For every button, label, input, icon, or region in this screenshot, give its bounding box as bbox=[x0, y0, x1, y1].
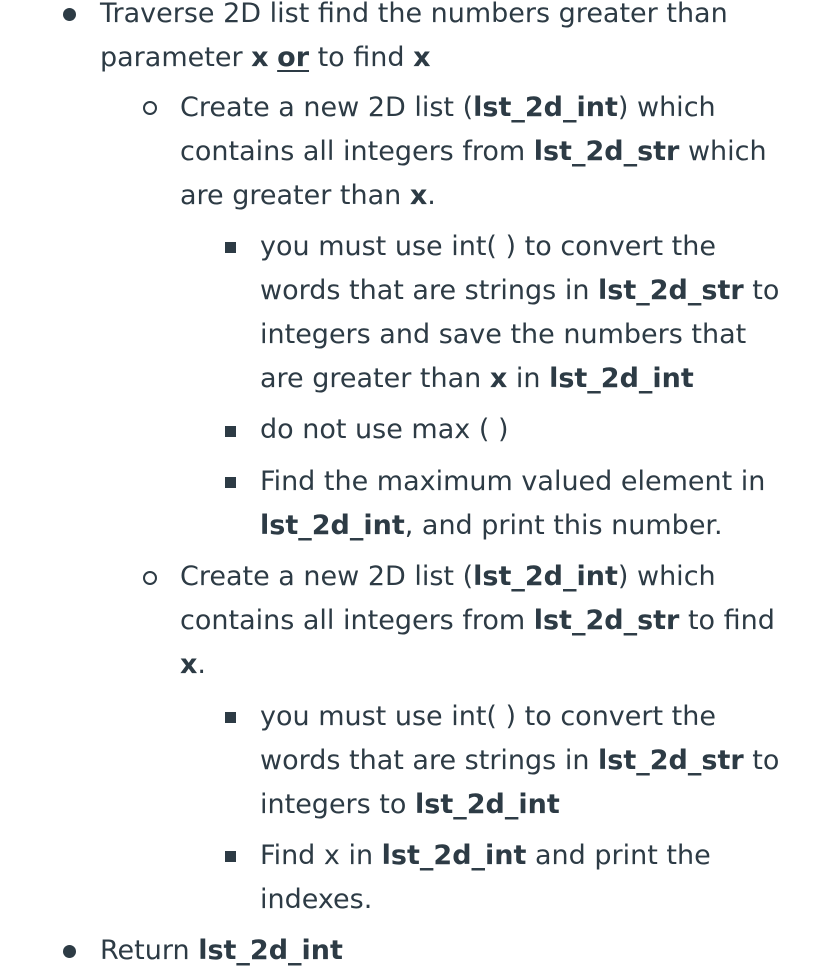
var-lst-2d-str: lst_2d_str bbox=[598, 275, 744, 306]
text-line: you must use int( ) to convert the bbox=[260, 701, 716, 732]
var-lst-2d-int: lst_2d_int bbox=[381, 840, 527, 871]
var-lst-2d-int: lst_2d_int bbox=[549, 363, 694, 394]
text-line: x. bbox=[180, 649, 207, 680]
text-line: Find x in lst_2d_int and print the bbox=[260, 840, 711, 871]
var-lst-2d-str: lst_2d_str bbox=[533, 605, 680, 636]
text-line: Traverse 2D list find the numbers greater than bbox=[100, 0, 728, 29]
list-item-traverse bbox=[100, 0, 728, 80]
text-line: Find the maximum valued element in bbox=[260, 466, 766, 497]
bullet-square bbox=[225, 477, 236, 488]
text-line: lst_2d_int, and print this number. bbox=[260, 510, 723, 541]
text-line: contains all integers from lst_2d_str which bbox=[180, 136, 767, 167]
param-x: x bbox=[489, 363, 508, 394]
list-item-create-find bbox=[180, 555, 775, 687]
text-line: parameter x or to find x bbox=[100, 42, 431, 73]
text-line: Return lst_2d_int bbox=[100, 935, 343, 966]
list-item-create-greater bbox=[180, 86, 767, 218]
text-line: integers to lst_2d_int bbox=[260, 789, 560, 820]
var-lst-2d-int: lst_2d_int bbox=[473, 561, 618, 592]
var-lst-2d-int: lst_2d_int bbox=[473, 92, 618, 123]
text-line: are greater than x in lst_2d_int bbox=[260, 363, 694, 394]
param-x: x bbox=[409, 180, 428, 211]
text-line: you must use int( ) to convert the bbox=[260, 231, 716, 262]
var-lst-2d-str: lst_2d_str bbox=[598, 745, 744, 776]
text-line: indexes. bbox=[260, 884, 373, 915]
bullet-square bbox=[225, 426, 236, 437]
var-lst-2d-int: lst_2d_int bbox=[260, 510, 405, 541]
param-x: x bbox=[180, 649, 198, 680]
text-line: are greater than x. bbox=[180, 180, 436, 211]
var-lst-2d-int: lst_2d_int bbox=[415, 789, 560, 820]
list-item-use-int bbox=[260, 225, 779, 401]
param-x: x bbox=[413, 42, 431, 73]
list-item-find-max bbox=[260, 460, 765, 548]
text-line: Create a new 2D list (lst_2d_int) which bbox=[180, 561, 716, 592]
bullet-square bbox=[225, 242, 236, 253]
list-item-no-max bbox=[260, 408, 508, 452]
bullet-circle bbox=[143, 571, 157, 585]
text-line: Create a new 2D list (lst_2d_int) which bbox=[180, 92, 716, 123]
param-x: x bbox=[251, 42, 269, 73]
bullet-circle bbox=[143, 101, 157, 115]
var-lst-2d-str: lst_2d_str bbox=[533, 136, 680, 167]
bullet-disc bbox=[63, 8, 76, 21]
var-lst-2d-int: lst_2d_int bbox=[198, 935, 343, 966]
keyword-or: or bbox=[277, 42, 310, 73]
list-item-return bbox=[100, 929, 343, 973]
bullet-disc bbox=[63, 945, 76, 958]
list-item-find-x bbox=[260, 834, 711, 922]
list-item-use-int-2 bbox=[260, 695, 779, 827]
bullet-square bbox=[225, 851, 236, 862]
bullet-square bbox=[225, 712, 236, 723]
text-line: do not use max ( ) bbox=[260, 414, 509, 445]
text-line: integers and save the numbers that bbox=[260, 319, 747, 350]
text-line: contains all integers from lst_2d_str to find bbox=[180, 605, 775, 636]
text-line: words that are strings in lst_2d_str to bbox=[260, 745, 780, 776]
text-line: words that are strings in lst_2d_str to bbox=[260, 275, 780, 306]
